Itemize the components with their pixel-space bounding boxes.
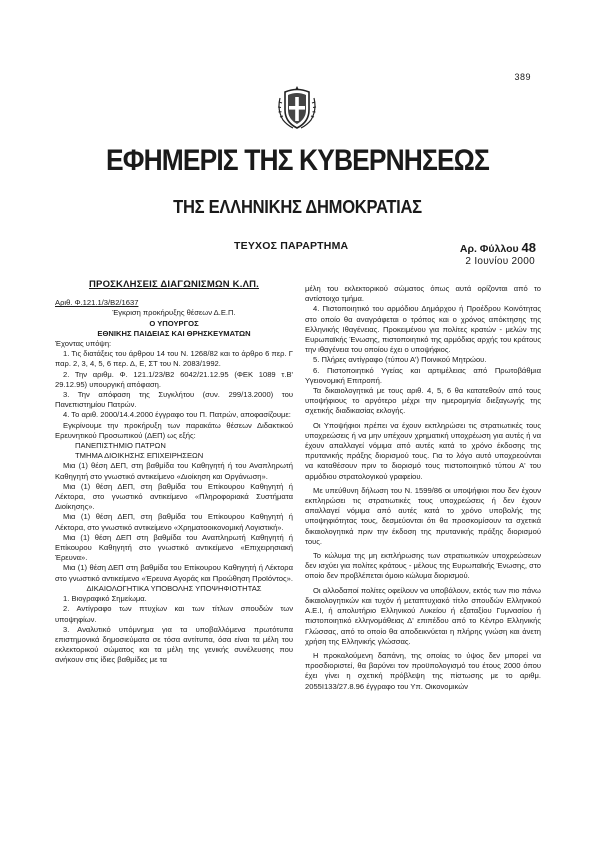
gazette-subtitle: ΤΗΣ ΕΛΛΗΝΙΚΗΣ ΔΗΜΟΚΡΑΤΙΑΣ <box>173 197 422 217</box>
paragraph: Τα δικαιολογητικά με τους αριθ. 4, 5, 6 θα κατατεθούν από τους υποψήφιους το αργότερο μέχρι την ημερομηνία διεξαγωγής της σχετικής διαδικασίας εκλογής. <box>305 386 541 416</box>
section-title: ΠΡΟΣΚΛΗΣΕΙΣ ΔΙΑΓΩΝΙΣΜΩΝ Κ.ΛΠ. <box>88 279 260 290</box>
sheet-label: Αρ. Φύλλου <box>459 243 519 255</box>
paragraph: Οι αλλοδαποί πολίτες οφείλουν να υποβάλουν, εκτός των πιο πάνω δικαιολογητικών και τυχόν ή μεταπτυχιακό τίτλο σπουδών Ελληνικού Α.Ε.Ι, ή απολυτήριο Ελληνικού Λυκείου ή εξαταξίου Γυμνασίου ή πιστοποιητικό ελληνομάθειας Δ' επιπέδου από το Κέντρο Ελληνικής Γλώσσας, από το οποίο θα αποδεικνύεται η πλήρης γνώση και άνετη χρήση της Ελληνικής γλώσσας. <box>305 585 541 646</box>
department-heading: ΤΜΗΜΑ ΔΙΟΙΚΗΣΗΣ ΕΠΙΧΕΙΡΗΣΕΩΝ <box>75 451 204 461</box>
issue-row <box>64 240 536 254</box>
paragraph: 5. Πλήρες αντίγραφο (τύπου Α') Ποινικού Μητρώου. <box>313 355 487 365</box>
page-number: 389 <box>514 72 531 82</box>
sheet-number <box>460 240 536 255</box>
greek-coat-of-arms-icon <box>277 84 317 130</box>
sheet-number-value: 48 <box>521 240 536 255</box>
ministry-heading: ΕΘΝΙΚΗΣ ΠΑΙΔΕΙΑΣ ΚΑΙ ΘΡΗΣΚΕΥΜΑΤΩΝ <box>97 328 251 338</box>
right-column <box>305 284 541 692</box>
paragraph: 3. Την απόφαση της Συγκλήτου (συν. 299/13.2000) του Πανεπιστημίου Πατρών. <box>55 390 293 410</box>
paragraph: Μια (1) θέση ΔΕΠ, στη βαθμίδα του Επίκουρου Καθηγητή ή Λέκτορα, στο γνωστικό αντικείμενο «Χρηματοοικονομική Λογιστική». <box>55 512 293 532</box>
paragraph: Το κώλυμα της μη εκπλήρωσης των στρατιωτικών υποχρεώσεων δεν ισχύει για πολίτες κράτους - μέλους της Ευρωπαϊκής Ένωσης, στο οποίο δεν προβλέπεται όμοιο κώλυμα διορισμού. <box>305 551 541 581</box>
paragraph: Μια (1) θέση ΔΕΠ, στη βαθμίδα του Καθηγητή ή του Αναπληρωτή Καθηγητή στο γνωστικό αντικείμενο «Διοίκηση και Οργάνωση». <box>55 461 293 481</box>
paragraph: 2. Αντίγραφο των πτυχίων και των τίτλων σπουδών των υποψηφίων. <box>55 604 293 624</box>
paragraph: 6. Πιστοποιητικό Υγείας και αρτιμέλειας από Πρωτοβάθμια Υγειονομική Επιτροπή. <box>305 365 541 385</box>
paragraph: Με υπεύθυνη δήλωση του Ν. 1599/86 οι υποψήφιοι που δεν έχουν εκπληρώσει τις στρατιωτικές τους υποχρεώσεις ή δεν έχουν απαλλαγεί νόμιμα από αυτές κατά το χρόνο υποβολής της υποψηφιότητας τους, δεσμεύονται ότι θα προσκομίσουν τα σχετικά δικαιολογητικά πριν την έκδοση της πρυτανικής πράξης διορισμού τους. <box>305 485 541 546</box>
issue-series: ΤΕΥΧΟΣ ΠΑΡΑΡΤΗΜΑ <box>234 240 349 252</box>
issue-date: 2 Ιουνίου 2000 <box>465 256 535 267</box>
decision-ref: Αριθ. Φ.121.1/3/Β2/1637 <box>55 298 139 308</box>
paragraph: Οι Υποψήφιοι πρέπει να έχουν εκπληρώσει τις στρατιωτικές τους υποχρεώσεις ή να μην υπέχουν χρηματική υποχρέωση για αυτές ή να έχουν απαλλαγεί νόμιμα από αυτές κατά το χρόνο έκδοσης της πρυτανικής πράξης διορισμού τους. Για το λόγο αυτό υποχρεούνται να καταθέσουν πριν το διορισμό τους πιστοποιητικό τύπου Α' του αρμόδιου στρατολογικού γραφείου. <box>305 420 541 481</box>
paragraph: Έχοντας υπόψη: <box>55 339 112 349</box>
requirements-heading: ΔΙΚΑΙΟΛΟΓΗΤΙΚΑ ΥΠΟΒΟΛΗΣ ΥΠΟΨΗΦΙΟΤΗΤΑΣ <box>86 583 262 593</box>
paragraph: Μια (1) θέση ΔΕΠ, στη βαθμίδα του Επίκουρου Καθηγητή ή Λέκτορα, στο γνωστικό αντικείμενο «Πληροφοριακά Συστήματα Διοίκησης». <box>55 481 293 512</box>
left-column <box>55 280 293 666</box>
paragraph: Η προκαλούμενη δαπάνη, της οποίας το ύψος δεν μπορεί να προσδιοριστεί, θα βαρύνει τον προϋπολογισμό του έτους 2000 όπου έχει γίνει η σχετική πρόβλεψη της πίστωσης με το αριθμ. 2055Ι133/27.8.96 έγγραφο του Υπ. Οικονομικών <box>305 650 541 691</box>
paragraph: 2. Την αριθμ. Φ. 121.1/23/Β2 6042/21.12.95 (ΦΕΚ 1089 τ.Β' 29.12.95) υπουργική απόφαση. <box>55 369 293 389</box>
paragraph: 3. Αναλυτικό υπόμνημα για τα υποβαλλόμενα πρωτότυπα επιστημονικά δημοσιεύματα σε τόσα αντίτυπα, όσα είναι τα μέλη του εκλεκτορικού σώματος και τα μέλη της γενικής συνέλευσης που ανήκουν στις ίδιες βαθμίδες με τα <box>55 624 293 665</box>
decision-desc: Έγκριση προκήρυξης θέσεων Δ.Ε.Π. <box>112 308 236 318</box>
paragraph: 4. Πιστοποιητικό του αρμόδιου Δημάρχου ή Προέδρου Κοινότητας στο οποίο θα αναγράφεται ο τρόπος και ο χρόνος απόκτησης της Ελληνικής Ιθαγένειας. Προκειμένου για πολίτες κρατών - μελών της Ευρωπαϊκής Ένωσης, πιστοποιητικό της αρμόδιας αρχής του κράτους την ιθαγένεια του οποίου έχει ο υποψήφιος. <box>305 304 541 355</box>
paragraph: Μια (1) θέση ΔΕΠ στη βαθμίδα του Αναπληρωτή Καθηγητή ή Επίκουρου Καθηγητή στο γνωστικό αντικείμενο «Επιχειρησιακή Έρευνα». <box>55 532 293 563</box>
paragraph: 1. Βιογραφικό Σημείωμα. <box>63 594 147 604</box>
gazette-title: ΕΦΗΜΕΡΙΣ ΤΗΣ ΚΥΒΕΡΝΗΣΕΩΣ <box>106 144 489 177</box>
paragraph: Εγκρίνουμε την προκήρυξη των παρακάτω θέσεων Διδακτικού Ερευνητικού Προσωπικού (ΔΕΠ) ως εξής: <box>55 420 293 440</box>
paragraph: 4. Το αριθ. 2000/14.4.2000 έγγραφο του Π. Πατρών, αποφασίζουμε: <box>63 410 291 420</box>
paragraph: 1. Τις διατάξεις του άρθρου 14 του Ν. 1268/82 και το άρθρο 6 περ. Γ παρ. 2, 3, 4, 5, 6 περ. Δ, Ε, ΣΤ του Ν. 2083/1992. <box>55 349 293 369</box>
university-heading: ΠΑΝΕΠΙΣΤΗΜΙΟ ΠΑΤΡΩΝ <box>75 441 166 451</box>
paragraph: Μια (1) θέση ΔΕΠ στη βαθμίδα του Επίκουρου Καθηγητή ή Λέκτορα στο γνωστικό αντικείμενο «Έρευνα Αγοράς και Προώθηση Προϊόντος». <box>55 563 293 583</box>
minister-heading: Ο ΥΠΟΥΡΓΟΣ <box>149 318 199 328</box>
paragraph: μέλη του εκλεκτορικού σώματος όπως αυτά ορίζονται από το αντίστοιχο τμήμα. <box>305 284 541 304</box>
